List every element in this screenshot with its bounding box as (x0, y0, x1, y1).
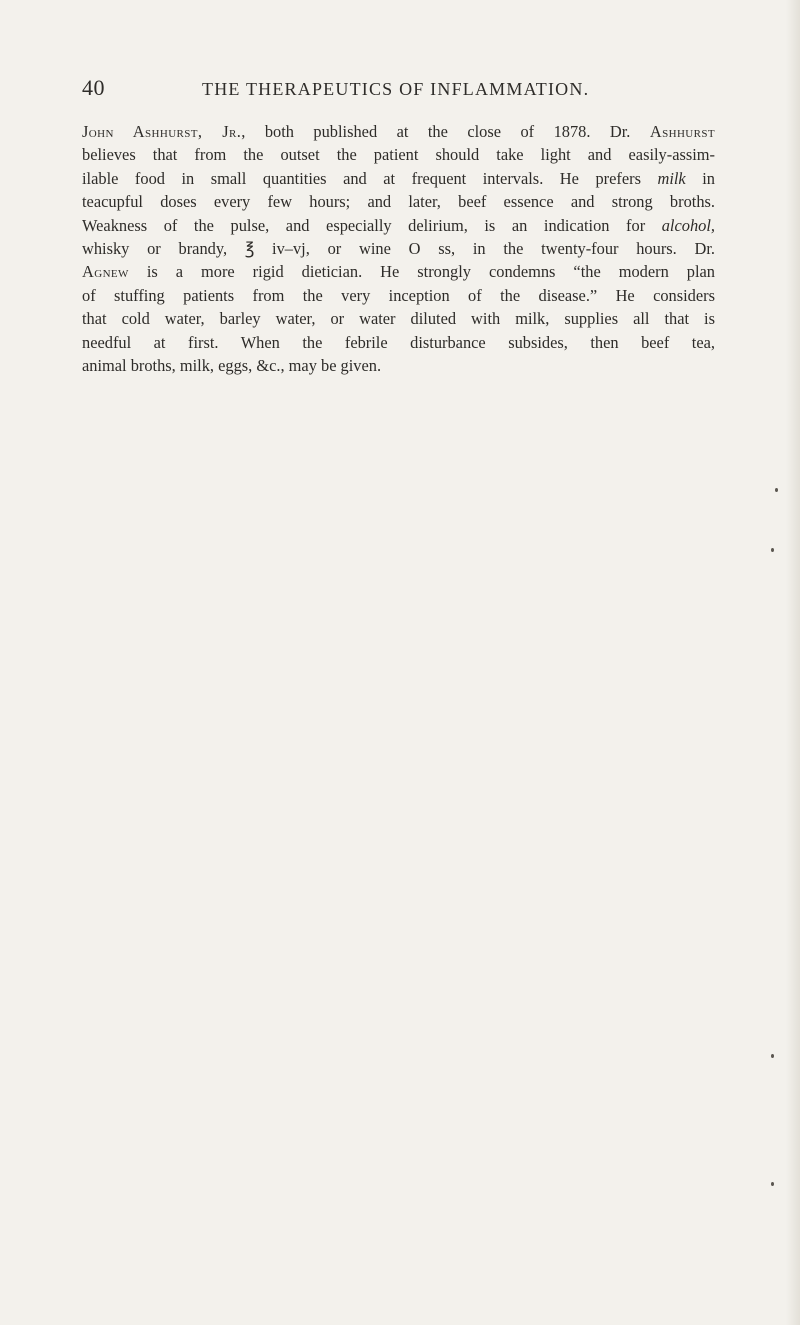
paper-speck (775, 488, 778, 492)
author-name: Ashhurst (649, 122, 716, 141)
body-paragraph (82, 120, 715, 377)
emphasis-text: alcohol, (661, 215, 715, 235)
text-line: needful at first. When the febrile disturbance subsides, then beef tea, (82, 332, 715, 352)
text-line: teacupful doses every few hours; and later, beef essence and strong broths. (82, 192, 715, 212)
text-line: animal broths, milk, eggs, &c., may be given. (82, 355, 382, 375)
text-line: John Ashhurst, Jr., both published at the close of 1878. Dr. Ashhurst (82, 122, 716, 141)
page-number: 40 (82, 75, 105, 100)
text-line: of stuffing patients from the very inception of the disease.” He considers (82, 285, 715, 305)
text-line: Weakness of the pulse, and especially delirium, is an indication for alcohol, (82, 215, 715, 235)
emphasis-text: milk (657, 168, 686, 188)
text-line: Agnew is a more rigid dietician. He strongly condemns “the modern plan (82, 262, 715, 282)
running-title: THE THERAPEUTICS OF INFLAMMATION. (202, 79, 590, 99)
text-line: ilable food in small quantities and at frequent intervals. He prefers milk in (82, 168, 715, 188)
text-line: whisky or brandy, ℥ iv–vj, or wine O ss, in the twenty-four hours. Dr. (82, 238, 715, 258)
running-head (82, 74, 722, 104)
text-line: that cold water, barley water, or water diluted with milk, supplies all that is (82, 309, 715, 329)
text-line: believes that from the outset the patient should take light and easily-assim- (82, 145, 715, 165)
paper-speck (771, 548, 774, 552)
page-edge-shadow (786, 0, 800, 1325)
author-name: John Ashhurst, Jr. (82, 122, 242, 141)
author-name: Agnew (82, 262, 129, 282)
paper-speck (771, 1182, 774, 1186)
paper-speck (771, 1054, 774, 1058)
